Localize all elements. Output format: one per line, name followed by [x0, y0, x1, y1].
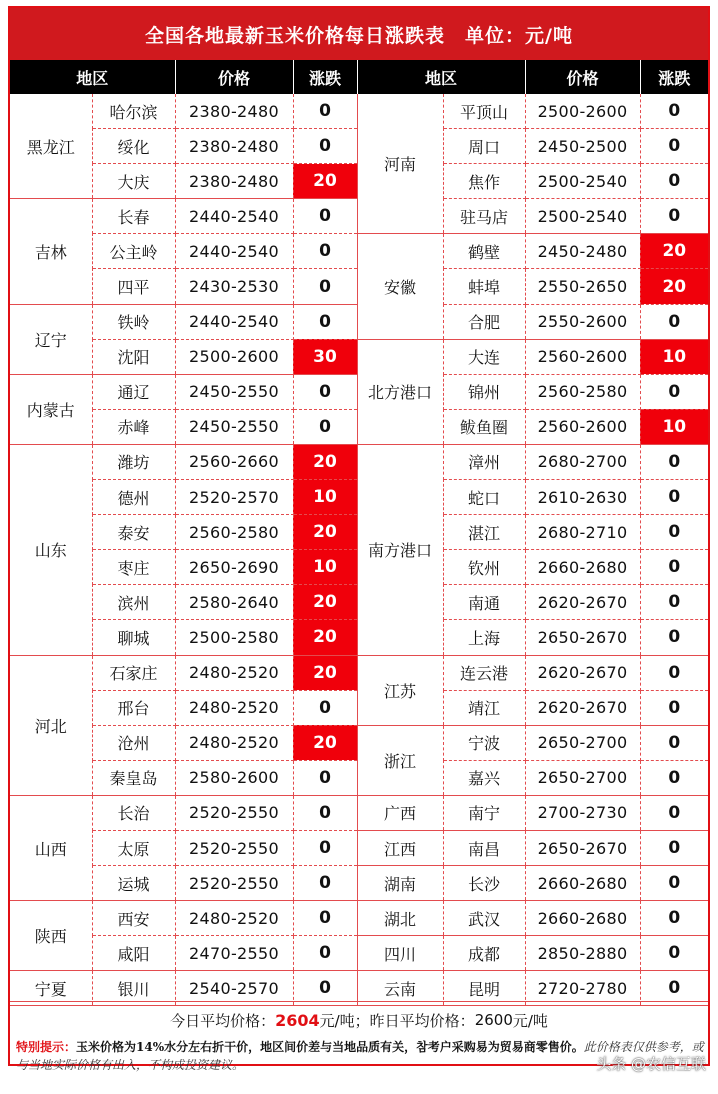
table-row — [10, 94, 708, 129]
price-cell-right: 2550-2650 — [525, 269, 640, 304]
change-cell-left: 0 — [293, 690, 357, 725]
region-cell-right: 北方港口 — [357, 339, 443, 444]
header-change-left: 涨跌 — [293, 60, 357, 94]
city-cell-right: 鲅鱼圈 — [443, 409, 525, 444]
region-cell-left: 辽宁 — [10, 304, 92, 374]
change-cell-left: 0 — [293, 269, 357, 304]
region-cell-right: 河南 — [357, 94, 443, 234]
change-cell-right: 0 — [640, 760, 708, 795]
price-cell-left: 2440-2540 — [175, 234, 293, 269]
price-cell-right: 2680-2710 — [525, 515, 640, 550]
price-cell-left: 2480-2520 — [175, 901, 293, 936]
city-cell-left: 长春 — [92, 199, 175, 234]
change-cell-left: 20 — [293, 655, 357, 690]
change-cell-left: 20 — [293, 515, 357, 550]
price-cell-left: 2560-2580 — [175, 515, 293, 550]
yesterday-average-unit: 元/吨 — [512, 1011, 548, 1030]
change-cell-right: 0 — [640, 795, 708, 830]
city-cell-left: 通辽 — [92, 374, 175, 409]
city-cell-right: 宁波 — [443, 725, 525, 760]
price-cell-right: 2620-2670 — [525, 690, 640, 725]
city-cell-right: 蛇口 — [443, 480, 525, 515]
region-cell-right: 四川 — [357, 936, 443, 971]
price-cell-left: 2440-2540 — [175, 199, 293, 234]
city-cell-right: 蚌埠 — [443, 269, 525, 304]
price-cell-right: 2550-2600 — [525, 304, 640, 339]
city-cell-right: 焦作 — [443, 164, 525, 199]
region-cell-left: 吉林 — [10, 199, 92, 304]
change-cell-left: 0 — [293, 199, 357, 234]
note-bold-text: 玉米价格为14%水分左右折干价，地区间价差与当地品质有关，참考户采购易为贸易商零售价。 — [76, 1040, 584, 1054]
city-cell-right: 武汉 — [443, 901, 525, 936]
price-cell-right: 2660-2680 — [525, 550, 640, 585]
change-cell-right: 0 — [640, 585, 708, 620]
region-cell-right: 南方港口 — [357, 444, 443, 655]
change-cell-left: 0 — [293, 971, 357, 1006]
change-cell-left: 0 — [293, 936, 357, 971]
price-cell-right: 2660-2680 — [525, 901, 640, 936]
city-cell-right: 大连 — [443, 339, 525, 374]
region-cell-right: 安徽 — [357, 234, 443, 339]
region-cell-left: 河北 — [10, 655, 92, 795]
table-row — [10, 866, 708, 901]
city-cell-left: 滨州 — [92, 585, 175, 620]
change-cell-right: 0 — [640, 550, 708, 585]
change-cell-left: 0 — [293, 409, 357, 444]
price-cell-right: 2660-2680 — [525, 866, 640, 901]
change-cell-left: 0 — [293, 129, 357, 164]
watermark: 头条 @农信互联 — [596, 1055, 706, 1073]
region-cell-right: 江西 — [357, 830, 443, 865]
city-cell-right: 南昌 — [443, 830, 525, 865]
note-label: 特别提示： — [16, 1040, 77, 1054]
price-cell-left: 2380-2480 — [175, 94, 293, 129]
city-cell-right: 锦州 — [443, 374, 525, 409]
note-italic-text: 此价格表仅供参考，或与当地实际价格有出入，不构成投资建议。 — [16, 1040, 704, 1072]
change-cell-left: 0 — [293, 830, 357, 865]
price-cell-left: 2560-2660 — [175, 444, 293, 479]
city-cell-left: 公主岭 — [92, 234, 175, 269]
change-cell-right: 0 — [640, 444, 708, 479]
change-cell-right: 0 — [640, 480, 708, 515]
change-cell-right: 0 — [640, 199, 708, 234]
city-cell-left: 绥化 — [92, 129, 175, 164]
city-cell-left: 四平 — [92, 269, 175, 304]
city-cell-left: 泰安 — [92, 515, 175, 550]
price-cell-left: 2500-2580 — [175, 620, 293, 655]
region-cell-left: 山西 — [10, 795, 92, 900]
price-cell-right: 2560-2600 — [525, 409, 640, 444]
table-row — [10, 936, 708, 971]
city-cell-right: 南宁 — [443, 795, 525, 830]
city-cell-right: 连云港 — [443, 655, 525, 690]
city-cell-left: 邢台 — [92, 690, 175, 725]
change-cell-right: 0 — [640, 725, 708, 760]
change-cell-right: 0 — [640, 690, 708, 725]
price-cell-right: 2500-2540 — [525, 164, 640, 199]
city-cell-right: 成都 — [443, 936, 525, 971]
change-cell-left: 30 — [293, 339, 357, 374]
region-cell-right: 湖北 — [357, 901, 443, 936]
city-cell-left: 哈尔滨 — [92, 94, 175, 129]
city-cell-right: 长沙 — [443, 866, 525, 901]
city-cell-right: 上海 — [443, 620, 525, 655]
change-cell-right: 0 — [640, 94, 708, 129]
today-average-value: 2604 — [275, 1010, 320, 1030]
table-row — [10, 234, 708, 269]
table-row — [10, 444, 708, 479]
change-cell-right: 0 — [640, 830, 708, 865]
price-cell-left: 2480-2520 — [175, 655, 293, 690]
city-cell-left: 枣庄 — [92, 550, 175, 585]
city-cell-left: 石家庄 — [92, 655, 175, 690]
change-cell-left: 0 — [293, 760, 357, 795]
change-cell-left: 0 — [293, 234, 357, 269]
change-cell-right: 10 — [640, 409, 708, 444]
city-cell-right: 驻马店 — [443, 199, 525, 234]
price-cell-right: 2850-2880 — [525, 936, 640, 971]
table-row — [10, 725, 708, 760]
table-row — [10, 830, 708, 865]
price-cell-right: 2620-2670 — [525, 655, 640, 690]
city-cell-right: 钦州 — [443, 550, 525, 585]
change-cell-left: 20 — [293, 725, 357, 760]
price-cell-left: 2380-2480 — [175, 129, 293, 164]
city-cell-left: 银川 — [92, 971, 175, 1006]
city-cell-right: 靖江 — [443, 690, 525, 725]
change-cell-right: 10 — [640, 339, 708, 374]
region-cell-right: 广西 — [357, 795, 443, 830]
city-cell-right: 平顶山 — [443, 94, 525, 129]
price-cell-left: 2580-2600 — [175, 760, 293, 795]
price-cell-right: 2500-2600 — [525, 94, 640, 129]
price-cell-left: 2500-2600 — [175, 339, 293, 374]
change-cell-left: 10 — [293, 480, 357, 515]
table-row — [10, 901, 708, 936]
header-region-right: 地区 — [357, 60, 525, 94]
table-header-row — [10, 60, 708, 94]
price-cell-left: 2520-2550 — [175, 830, 293, 865]
city-cell-left: 聊城 — [92, 620, 175, 655]
price-cell-left: 2480-2520 — [175, 690, 293, 725]
city-cell-right: 南通 — [443, 585, 525, 620]
change-cell-right: 0 — [640, 164, 708, 199]
change-cell-right: 0 — [640, 936, 708, 971]
price-cell-left: 2440-2540 — [175, 304, 293, 339]
change-cell-right: 0 — [640, 971, 708, 1006]
price-cell-right: 2450-2500 — [525, 129, 640, 164]
city-cell-left: 秦皇岛 — [92, 760, 175, 795]
table-row — [10, 795, 708, 830]
change-cell-right: 20 — [640, 234, 708, 269]
price-cell-right: 2610-2630 — [525, 480, 640, 515]
header-change-right: 涨跌 — [640, 60, 708, 94]
price-cell-right: 2560-2580 — [525, 374, 640, 409]
city-cell-right: 漳州 — [443, 444, 525, 479]
header-region-left: 地区 — [10, 60, 175, 94]
price-cell-right: 2720-2780 — [525, 971, 640, 1006]
price-cell-right: 2560-2600 — [525, 339, 640, 374]
region-cell-right: 云南 — [357, 971, 443, 1006]
region-cell-left: 山东 — [10, 444, 92, 655]
city-cell-right: 鹤壁 — [443, 234, 525, 269]
change-cell-right: 0 — [640, 304, 708, 339]
price-cell-right: 2650-2670 — [525, 620, 640, 655]
change-cell-left: 0 — [293, 94, 357, 129]
table-row — [10, 339, 708, 374]
city-cell-left: 铁岭 — [92, 304, 175, 339]
city-cell-left: 潍坊 — [92, 444, 175, 479]
price-cell-left: 2450-2550 — [175, 374, 293, 409]
city-cell-left: 西安 — [92, 901, 175, 936]
city-cell-left: 赤峰 — [92, 409, 175, 444]
city-cell-right: 嘉兴 — [443, 760, 525, 795]
city-cell-right: 合肥 — [443, 304, 525, 339]
change-cell-right: 0 — [640, 866, 708, 901]
city-cell-left: 咸阳 — [92, 936, 175, 971]
city-cell-left: 运城 — [92, 866, 175, 901]
price-cell-right: 2700-2730 — [525, 795, 640, 830]
average-price-line — [10, 1001, 708, 1038]
price-cell-left: 2380-2480 — [175, 164, 293, 199]
change-cell-left: 0 — [293, 901, 357, 936]
price-cell-left: 2430-2530 — [175, 269, 293, 304]
change-cell-right: 0 — [640, 374, 708, 409]
city-cell-right: 昆明 — [443, 971, 525, 1006]
change-cell-left: 10 — [293, 550, 357, 585]
change-cell-right: 0 — [640, 655, 708, 690]
region-cell-right: 浙江 — [357, 725, 443, 795]
change-cell-right: 0 — [640, 901, 708, 936]
price-table-frame — [8, 6, 710, 1072]
header-price-right: 价格 — [525, 60, 640, 94]
change-cell-left: 0 — [293, 374, 357, 409]
city-cell-right: 周口 — [443, 129, 525, 164]
region-cell-left: 内蒙古 — [10, 374, 92, 444]
change-cell-right: 0 — [640, 129, 708, 164]
change-cell-left: 20 — [293, 585, 357, 620]
change-cell-left: 20 — [293, 164, 357, 199]
price-cell-left: 2650-2690 — [175, 550, 293, 585]
yesterday-average-label: 昨日平均价格： — [369, 1011, 475, 1030]
change-cell-left: 0 — [293, 795, 357, 830]
price-cell-left: 2520-2570 — [175, 480, 293, 515]
price-cell-right: 2650-2700 — [525, 725, 640, 760]
change-cell-right: 0 — [640, 515, 708, 550]
change-cell-right: 0 — [640, 620, 708, 655]
page-title: 全国各地最新玉米价格每日涨跌表 单位：元/吨 — [10, 8, 708, 60]
city-cell-left: 德州 — [92, 480, 175, 515]
region-cell-left: 陕西 — [10, 901, 92, 971]
price-cell-right: 2500-2540 — [525, 199, 640, 234]
price-cell-right: 2620-2670 — [525, 585, 640, 620]
change-cell-left: 0 — [293, 866, 357, 901]
price-cell-left: 2470-2550 — [175, 936, 293, 971]
price-cell-left: 2480-2520 — [175, 725, 293, 760]
change-cell-right: 20 — [640, 269, 708, 304]
yesterday-average-value: 2600 — [474, 1011, 513, 1029]
change-cell-left: 20 — [293, 620, 357, 655]
price-cell-left: 2580-2640 — [175, 585, 293, 620]
header-price-left: 价格 — [175, 60, 293, 94]
city-cell-left: 长治 — [92, 795, 175, 830]
price-table — [10, 60, 708, 1006]
price-cell-right: 2650-2670 — [525, 830, 640, 865]
change-cell-left: 0 — [293, 304, 357, 339]
price-cell-right: 2450-2480 — [525, 234, 640, 269]
city-cell-left: 太原 — [92, 830, 175, 865]
region-cell-right: 湖南 — [357, 866, 443, 901]
today-average-label: 今日平均价格： — [170, 1011, 276, 1030]
today-average-unit: 元/吨； — [319, 1011, 370, 1030]
change-cell-left: 20 — [293, 444, 357, 479]
table-row — [10, 655, 708, 690]
region-cell-right: 江苏 — [357, 655, 443, 725]
price-cell-left: 2450-2550 — [175, 409, 293, 444]
price-cell-left: 2540-2570 — [175, 971, 293, 1006]
price-cell-right: 2650-2700 — [525, 760, 640, 795]
price-cell-left: 2520-2550 — [175, 866, 293, 901]
region-cell-left: 宁夏 — [10, 971, 92, 1006]
city-cell-left: 大庆 — [92, 164, 175, 199]
city-cell-left: 沈阳 — [92, 339, 175, 374]
price-cell-left: 2520-2550 — [175, 795, 293, 830]
region-cell-left: 黑龙江 — [10, 94, 92, 199]
city-cell-left: 沧州 — [92, 725, 175, 760]
price-cell-right: 2680-2700 — [525, 444, 640, 479]
city-cell-right: 湛江 — [443, 515, 525, 550]
